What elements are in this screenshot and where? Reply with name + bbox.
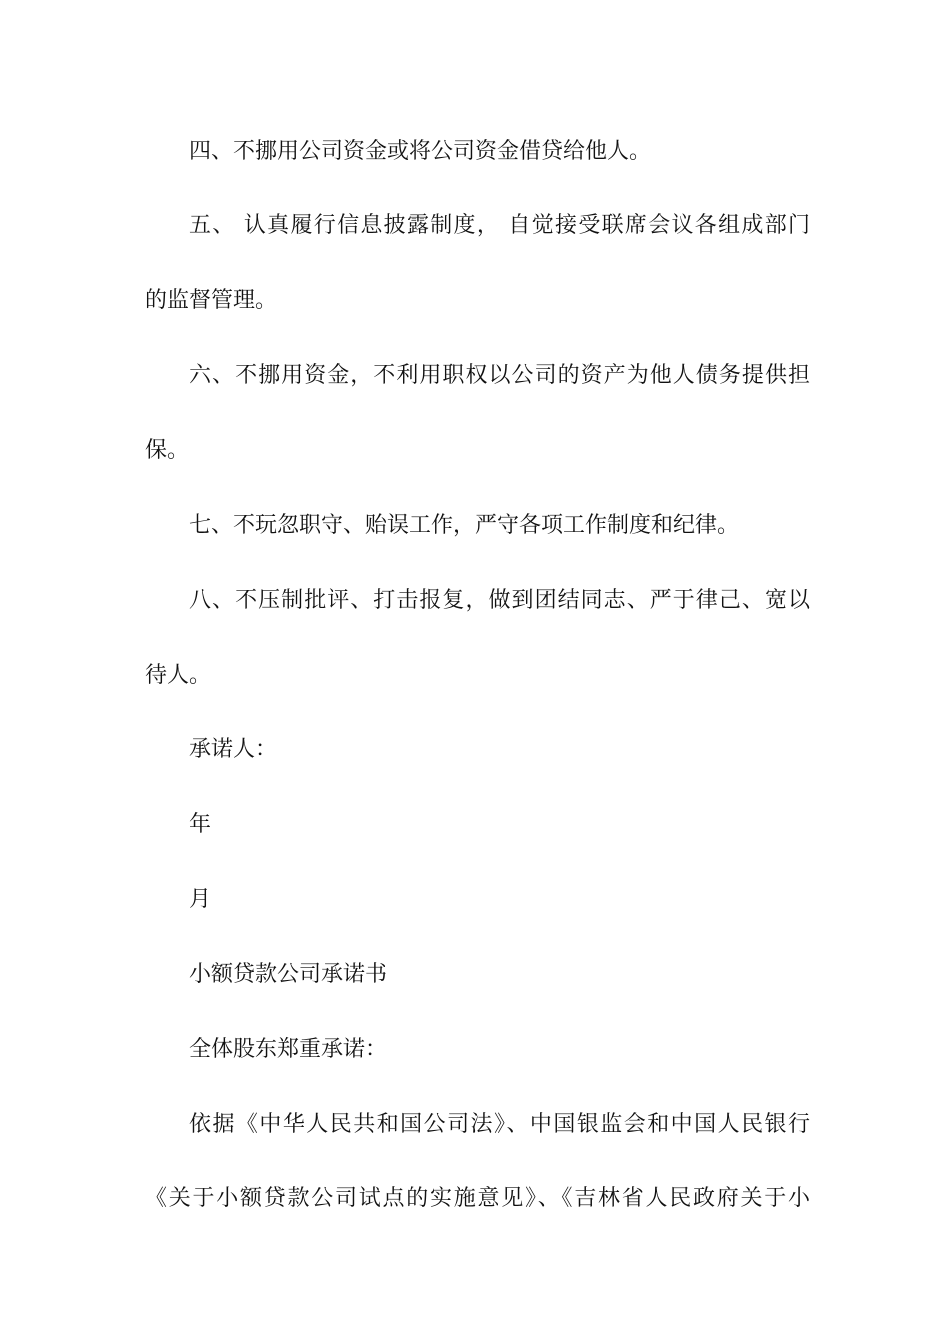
paragraph-item-8: 八、不压制批评、打击报复，做到团结同志、严于律己、宽以	[189, 588, 810, 613]
section-title: 小额贷款公司承诺书	[189, 962, 388, 987]
paragraph-item-5: 五、 认真履行信息披露制度， 自觉接受联席会议各组成部门	[189, 213, 810, 238]
paragraph-item-4: 四、不挪用公司资金或将公司资金借贷给他人。	[189, 139, 652, 164]
body-paragraph-line-2: 《关于小额贷款公司试点的实施意见》、《吉林省人民政府关于小	[145, 1186, 810, 1211]
paragraph-item-5-continuation: 的监督管理。	[145, 288, 278, 313]
date-year-label: 年	[189, 812, 212, 837]
date-month-label: 月	[189, 887, 212, 912]
shareholders-pledge-heading: 全体股东郑重承诺：	[189, 1037, 388, 1062]
pledger-label: 承诺人：	[189, 737, 278, 762]
paragraph-item-7: 七、不玩忽职守、贻误工作，严守各项工作制度和纪律。	[189, 513, 740, 538]
body-paragraph-line-1: 依据《中华人民共和国公司法》、中国银监会和中国人民银行	[189, 1112, 810, 1137]
paragraph-item-6: 六、不挪用资金，不利用职权以公司的资产为他人债务提供担	[189, 363, 810, 388]
paragraph-item-6-continuation: 保。	[145, 438, 190, 463]
paragraph-item-8-continuation: 待人。	[145, 663, 212, 688]
